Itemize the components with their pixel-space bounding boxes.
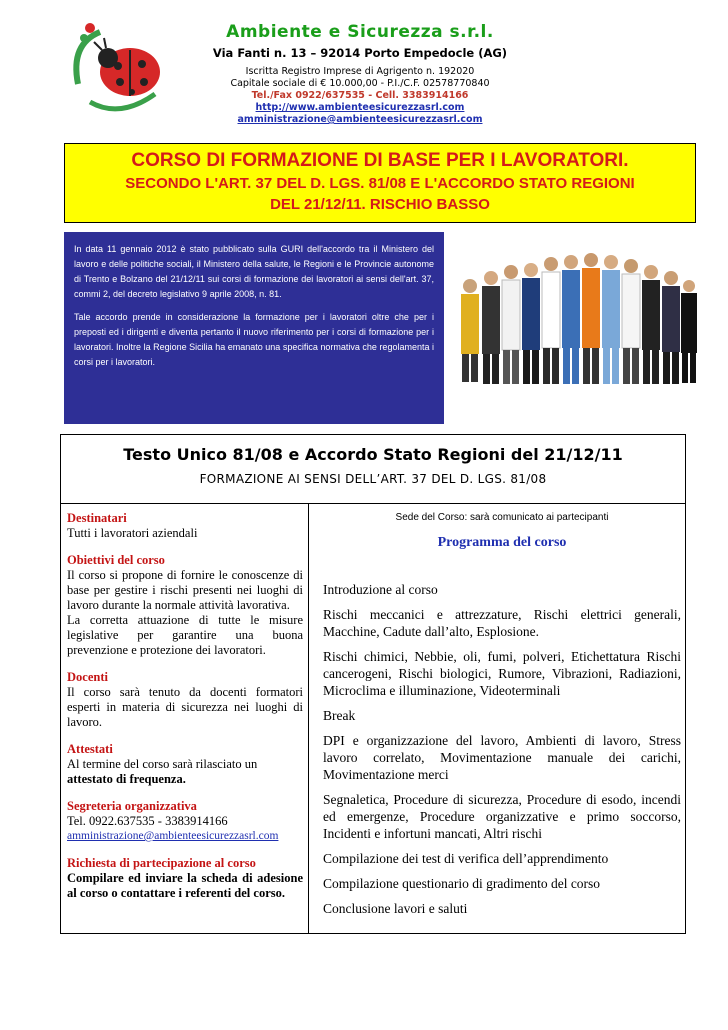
table-subtitle: FORMAZIONE AI SENSI DELL’ART. 37 DEL D. LGS. 81/08 [199, 472, 547, 486]
destinatari-heading: Destinatari [67, 511, 127, 525]
table-title: Testo Unico 81/08 e Accordo Stato Regioni del 21/12/11 [123, 445, 623, 464]
program-item: Introduzione al corso [323, 582, 438, 597]
obiettivi-heading: Obiettivi del corso [67, 553, 165, 567]
intro-paragraph-1: In data 11 gennaio 2012 è stato pubblicato sulla GURI dell'accordo tra il Ministero del lavoro e delle politiche sociali, il Ministero della salute, le Regioni e le Provincie autonome di Trento e Bolzano del 21/12/11 sui corsi di formazione dei lavoratori ai sensi dell'art. 37, commi 2, del decreto legislativo 9 aprile 2008, n. 81. [74, 244, 434, 299]
richiesta-text: Compilare ed inviare la scheda di adesione al corso o contattare i referenti del corso. [67, 871, 303, 900]
program-item: Rischi chimici, Nebbie, oli, fumi, polveri, Etichettatura Rischi cancerogeni, Rischi biologici, Rumore, Vibrazioni, Radiazioni, Microclima e illuminazione, Videoterminali [323, 649, 681, 698]
program-item: Compilazione dei test di verifica dell’apprendimento [323, 851, 609, 866]
banner-line-3: DEL 21/12/11. RISCHIO BASSO [270, 196, 490, 213]
obiettivi-text-1: Il corso si propone di fornire le conoscenze di base per gestire i rischi presenti nei luoghi di lavoro durante la normale attività lavorativa. [67, 568, 303, 612]
course-location: Sede del Corso: sarà comunicato ai partecipanti [395, 512, 609, 523]
company-phone: Tel./Fax 0922/637535 - Cell. 3383914166 [251, 90, 469, 101]
segreteria-heading: Segreteria organizzativa [67, 799, 197, 813]
course-info-column [67, 511, 303, 913]
program-item: Compilazione questionario di gradimento del corso [323, 876, 601, 891]
docenti-heading: Docenti [67, 670, 108, 684]
program-item: Conclusione lavori e saluti [323, 901, 468, 916]
docenti-text: Il corso sarà tenuto da docenti formatori esperti in materia di sicurezza nei luoghi di lavoro. [67, 685, 303, 729]
attestati-text-1: Al termine del corso sarà rilasciato un [67, 757, 258, 771]
course-title-banner [64, 143, 696, 223]
segreteria-email-link[interactable]: amministrazione@ambienteesicurezzasrl.com [67, 830, 279, 842]
company-website-link[interactable]: http://www.ambienteesicurezzasrl.com [255, 102, 465, 113]
table-header [61, 435, 685, 504]
program-item: Segnaletica, Procedure di sicurezza, Procedure di esodo, incendi ed emergenze, Procedure organizzative e primo soccorso, Incidenti e infortuni mancati, Altri rischi [323, 792, 681, 841]
program-item: Break [323, 708, 356, 723]
intro-box [64, 232, 444, 424]
company-capital: Capitale sociale di € 10.000,00 - P.I./C.F. 02578770840 [230, 78, 490, 89]
company-address: Via Fanti n. 13 – 92014 Porto Empedocle (AG) [212, 46, 508, 60]
richiesta-heading: Richiesta di partecipazione al corso [67, 856, 256, 870]
column-divider [308, 503, 309, 933]
banner-line-1: CORSO DI FORMAZIONE DI BASE PER I LAVORATORI. [131, 150, 629, 171]
segreteria-phone: Tel. 0922.637535 - 3383914166 [67, 814, 228, 828]
destinatari-text: Tutti i lavoratori aziendali [67, 526, 198, 540]
company-registry: Iscritta Registro Imprese di Agrigento n. 192020 [245, 66, 475, 77]
company-name: Ambiente e Sicurezza s.r.l. [226, 22, 494, 42]
course-table [60, 434, 686, 934]
program-item: Rischi meccanici e attrezzature, Rischi elettrici generali, Macchine, Cadute dall’alto, Esplosione. [323, 607, 681, 639]
obiettivi-text-2: La corretta attuazione di tutte le misure legislative per garantire una buona prevenzione e protezione dei lavoratori. [67, 613, 303, 657]
company-header [150, 22, 570, 126]
program-item: DPI e organizzazione del lavoro, Ambienti di lavoro, Stress lavoro correlato, Movimentazione manuale dei carichi, Movimentazione merci [323, 733, 681, 782]
program-column [323, 509, 681, 925]
program-heading: Programma del corso [437, 535, 567, 550]
banner-line-2: SECONDO L'ART. 37 DEL D. LGS. 81/08 E L'ACCORDO STATO REGIONI [125, 175, 635, 192]
workers-group-image [455, 238, 700, 388]
intro-paragraph-2: Tale accordo prende in considerazione la formazione per i lavoratori oltre che per i preposti ed i dirigenti e diventa pertanto il nuovo riferimento per i corsi di formazione per i lavoratori. Inoltre la Regione Sicilia ha emanato una specifica normativa che regolamenta i corsi per i lavoratori. [74, 312, 434, 367]
attestati-text-2: attestato di frequenza. [67, 772, 186, 786]
company-email-link[interactable]: amministrazione@ambienteesicurezzasrl.com [237, 114, 483, 125]
attestati-heading: Attestati [67, 742, 113, 756]
